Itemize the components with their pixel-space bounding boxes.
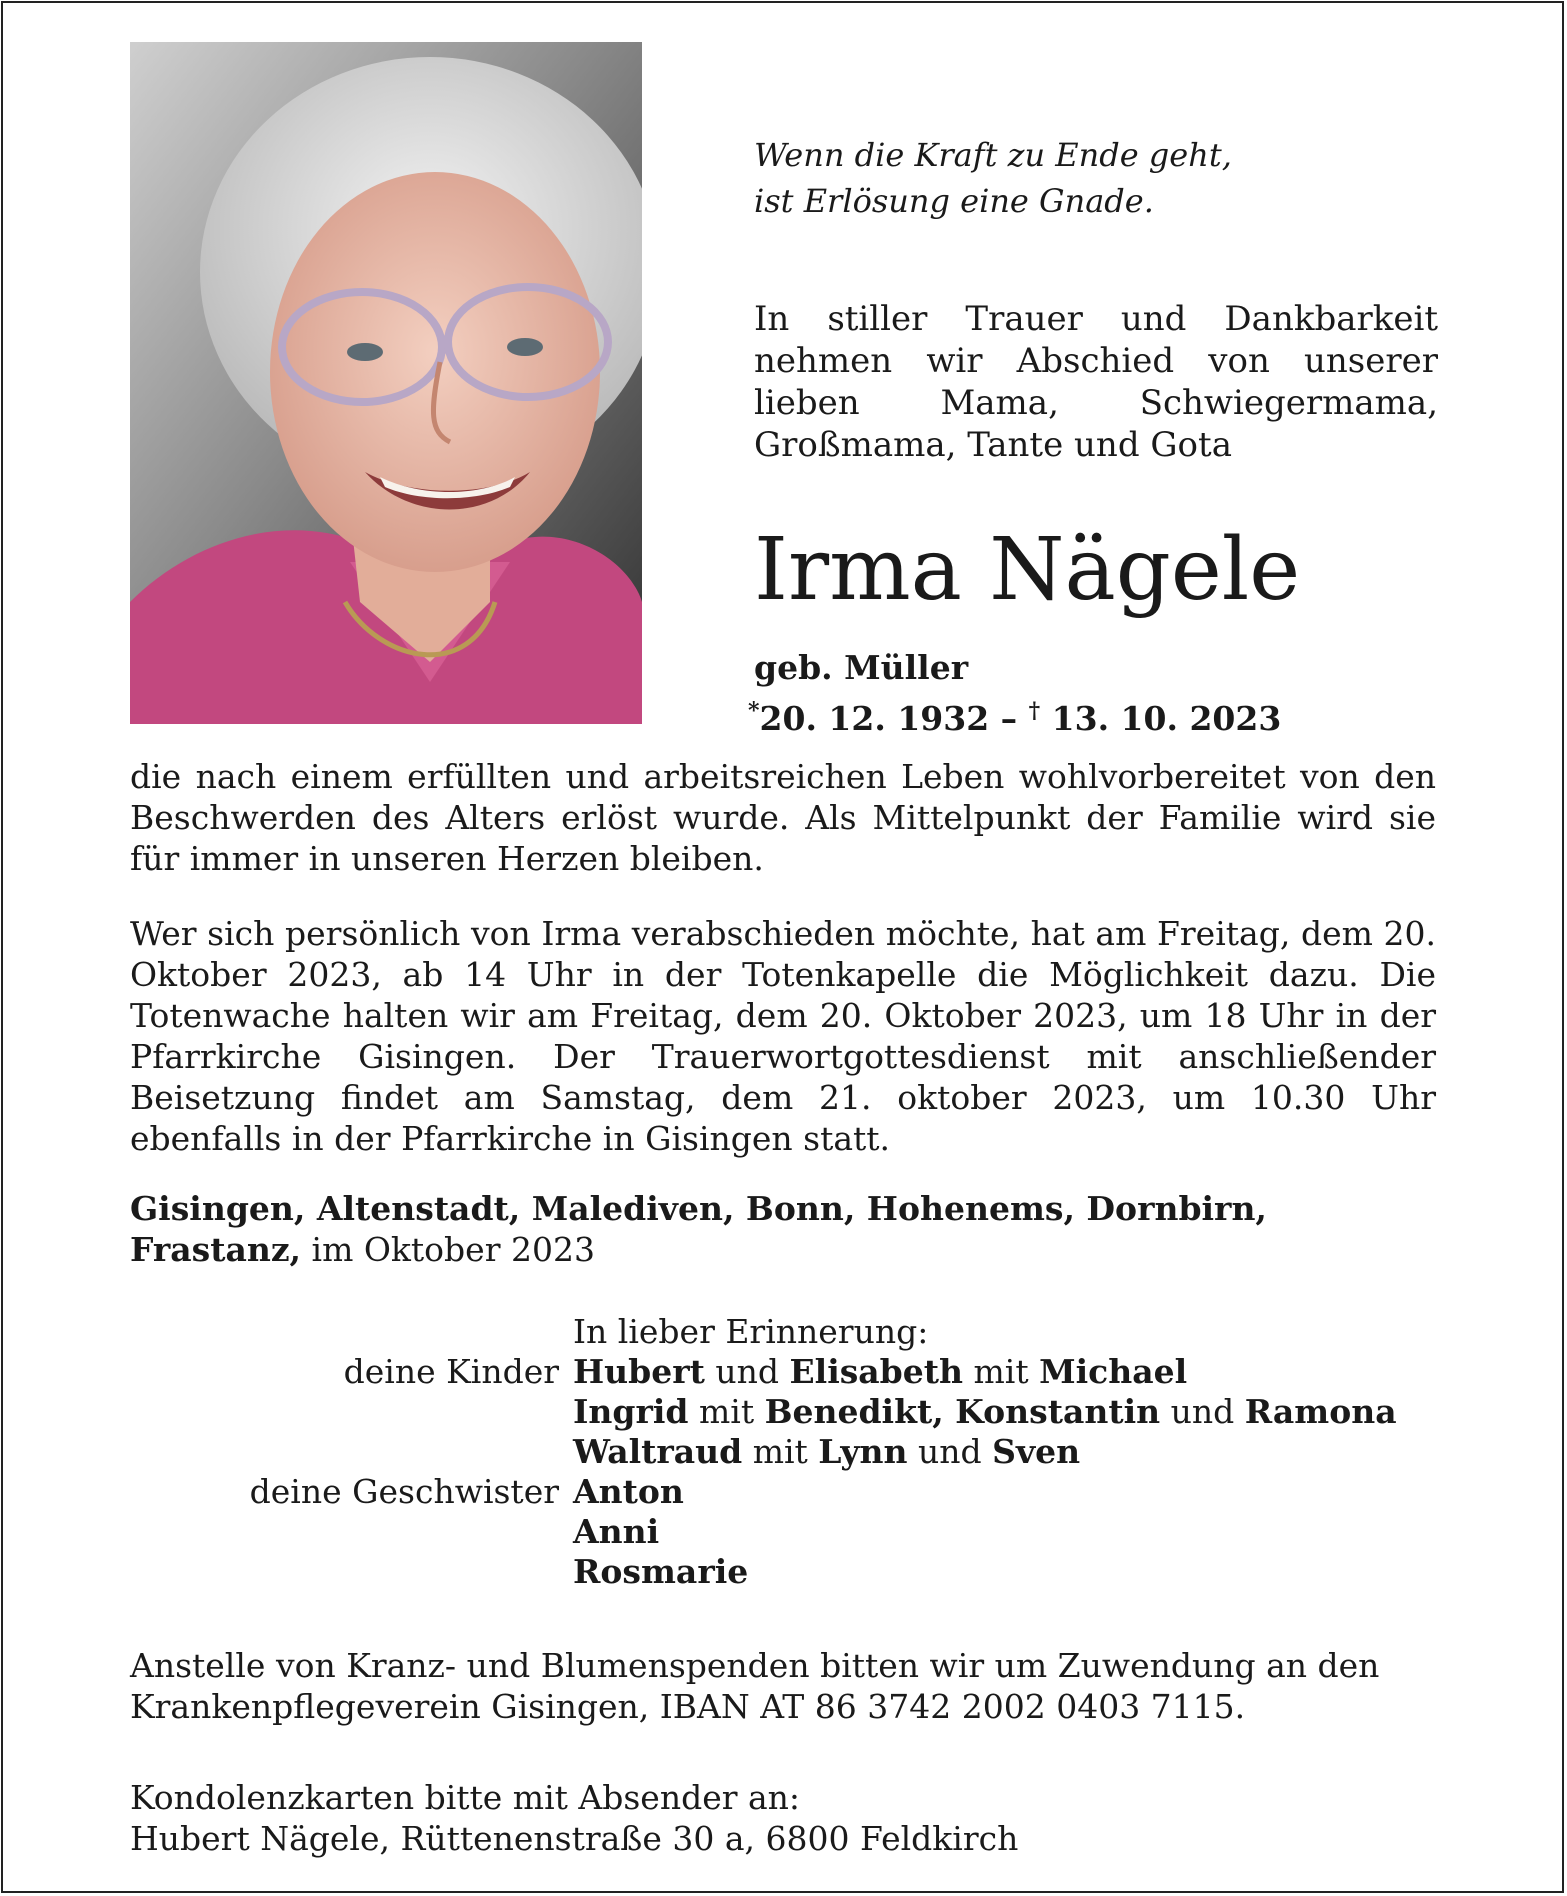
- memory-label: In lieber Erinnerung:: [573, 1312, 929, 1351]
- condolence-line-2: Hubert Nägele, Rüttenenstraße 30 a, 6800 Feldkirch: [130, 1819, 1019, 1858]
- children-line: [573, 1352, 1187, 1392]
- connector: und: [1160, 1392, 1245, 1431]
- places-line-2-bold: Frastanz,: [130, 1230, 302, 1269]
- death-date: 13. 10. 2023: [1040, 699, 1282, 738]
- condolence-line-1: Kondolenzkarten bitte mit Absender an:: [130, 1778, 801, 1817]
- date-dash: –: [989, 699, 1029, 738]
- relative-name: Elisabeth: [789, 1352, 963, 1391]
- children-line: [573, 1432, 1080, 1472]
- funeral-details-paragraph: Wer sich persönlich von Irma verabschieden möchte, hat am Freitag, dem 20. Oktober 2023, ab 14 Uhr in der Totenkapelle die Möglichkeit dazu. Die Totenwache halten wir am Freitag, dem 20. Oktober 2023, um 18 Uhr in der Pfarrkirche Gisingen. Der Trauerwortgottesdienst mit anschließender Beisetzung findet am Samstag, dem 21. oktober 2023, um 10.30 Uhr ebenfalls in der Pfarrkirche in Gisingen statt.: [130, 914, 1436, 1158]
- child-name: Hubert: [573, 1352, 705, 1391]
- places-and-date: [130, 1188, 1436, 1270]
- sibling-name: Rosmarie: [573, 1552, 749, 1591]
- child-name: Ingrid: [573, 1392, 689, 1431]
- connector: und: [907, 1432, 993, 1471]
- places-line-1: Gisingen, Altenstadt, Malediven, Bonn, Hohenems, Dornbirn,: [130, 1189, 1267, 1228]
- donation-line-2: Krankenpflegeverein Gisingen, IBAN AT 86 3742 2002 0403 7115.: [130, 1687, 1246, 1726]
- donation-line-1: Anstelle von Kranz- und Blumenspenden bitten wir um Zuwendung an den: [130, 1646, 1380, 1685]
- death-symbol: †: [1028, 698, 1041, 724]
- sibling-line: [573, 1552, 748, 1592]
- portrait-photo: [130, 42, 642, 724]
- maiden-name: geb. Müller: [754, 648, 969, 687]
- connector: mit: [963, 1352, 1040, 1391]
- relative-name: Benedikt, Konstantin: [764, 1392, 1161, 1431]
- siblings-label: deine Geschwister: [249, 1472, 559, 1511]
- sibling-name: Anni: [573, 1512, 660, 1551]
- connector: und: [704, 1352, 790, 1391]
- connector: mit: [742, 1432, 819, 1471]
- motto-line-2: ist Erlösung eine Gnade.: [754, 182, 1154, 220]
- child-name: Waltraud: [573, 1432, 743, 1471]
- sibling-line: [573, 1472, 684, 1512]
- relative-name: Lynn: [818, 1432, 908, 1471]
- birth-date: 20. 12. 1932: [759, 699, 990, 738]
- relative-name: Sven: [992, 1432, 1081, 1471]
- motto-line-1: Wenn die Kraft zu Ende geht,: [754, 136, 1232, 174]
- life-paragraph: die nach einem erfüllten und arbeitsreichen Leben wohlvorbereitet von den Beschwerden des Alters erlöst wurde. Als Mittelpunkt der Familie wird sie für immer in unseren Herzen bleiben.: [130, 757, 1436, 878]
- relative-name: Ramona: [1244, 1392, 1397, 1431]
- intro-text: In stiller Trauer und Dankbarkeit nehmen wir Abschied von unserer lieben Mama, Schwiegermama, Großmama, Tante und Gota: [754, 299, 1438, 465]
- deceased-name: Irma Nägele: [754, 520, 1301, 620]
- places-line-2-rest: im Oktober 2023: [301, 1230, 595, 1269]
- birth-symbol: *: [748, 698, 760, 724]
- relative-name: Michael: [1039, 1352, 1188, 1391]
- motto-quote: [754, 132, 1454, 224]
- sibling-name: Anton: [573, 1472, 684, 1511]
- life-dates: [748, 690, 1281, 740]
- sibling-line: [573, 1512, 659, 1552]
- connector: mit: [688, 1392, 765, 1431]
- children-line: [573, 1392, 1397, 1432]
- condolence-address: [130, 1777, 1436, 1859]
- donation-notice: [130, 1645, 1436, 1727]
- portrait-illustration: [130, 42, 642, 724]
- children-label: deine Kinder: [343, 1352, 559, 1391]
